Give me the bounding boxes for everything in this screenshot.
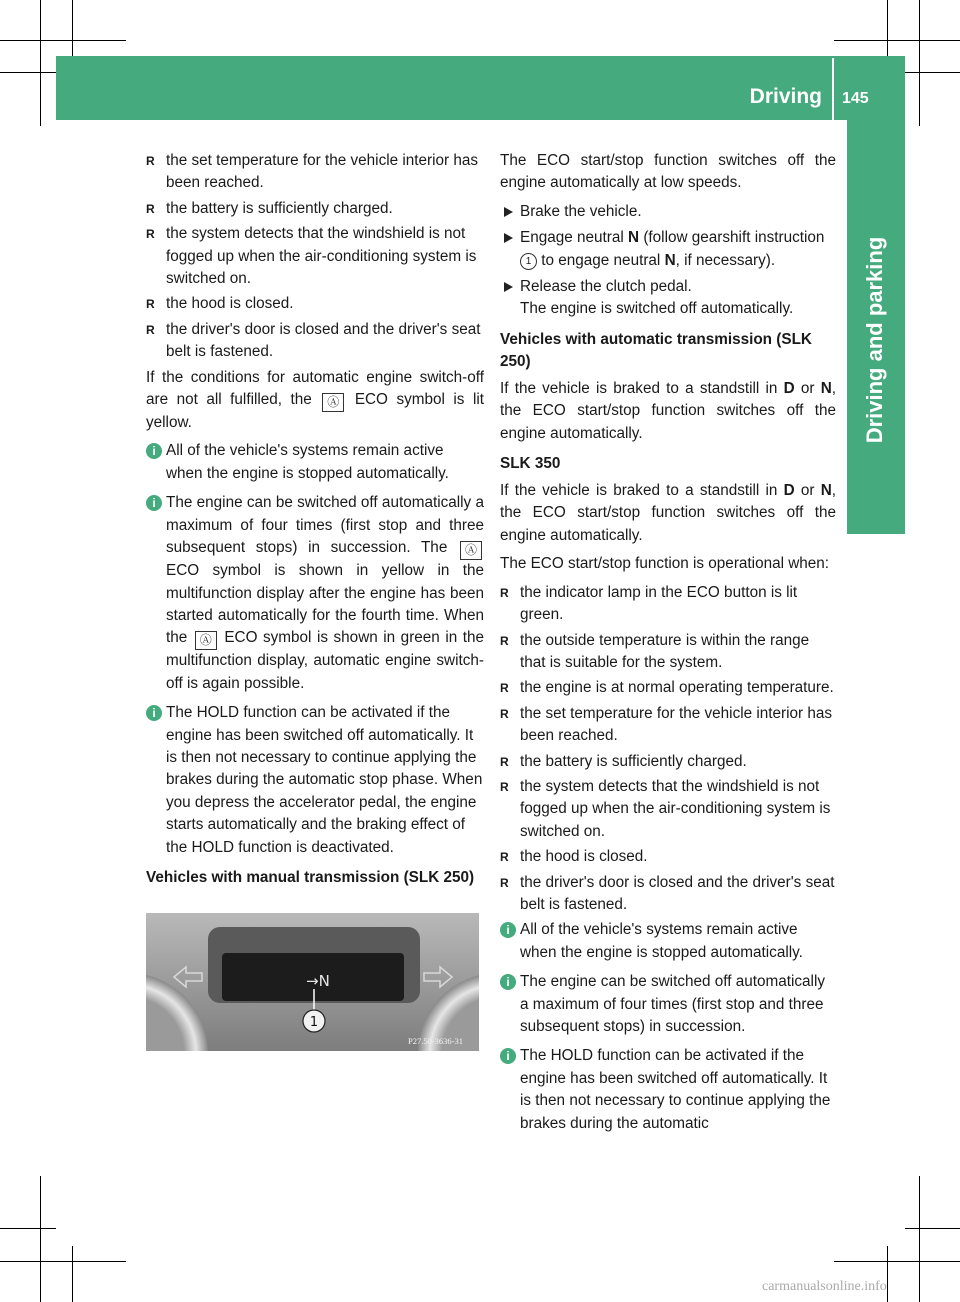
text: , if necessary).: [675, 251, 776, 269]
intro-paragraph: The ECO start/stop function switches off the engine automatically at low speeds.: [500, 152, 836, 192]
slk350-paragraph: [500, 480, 836, 547]
operational-paragraph: The ECO start/stop function is operational when:: [500, 555, 830, 573]
text: to engage neutral: [541, 251, 661, 269]
bullet-item: R the indicator lamp in the ECO button is lit green.: [500, 582, 836, 627]
bullet-item: R the driver's door is closed and the driver's seat belt is fastened.: [500, 872, 836, 917]
crop-mark: [40, 0, 41, 126]
note-text: All of the vehicle's systems remain active when the engine is stopped automatically.: [166, 442, 449, 482]
eco-symbol-icon: Ⓐ: [195, 631, 217, 650]
instrument-cluster-figure: [146, 913, 479, 1051]
note-text: The HOLD function can be activated if the engine has been switched off automatically. It is then not necessary to continue applying the brakes during the automatic stop phase. When you depress the accelerator pedal, the engine starts automatically and the braking effect of the HOLD function is deactivated.: [166, 704, 483, 856]
text: ECO symbol is lit yellow.: [146, 391, 485, 432]
eco-symbol-icon: Ⓐ: [460, 541, 482, 560]
info-note: [146, 702, 484, 859]
info-note: [500, 1045, 836, 1135]
bullet-item: R the set temperature for the vehicle interior has been reached.: [146, 150, 484, 195]
text: (follow gearshift instruction: [643, 229, 825, 247]
step-item: [500, 276, 836, 321]
crop-mark: [40, 1176, 41, 1302]
text: Release the clutch pedal.: [520, 278, 692, 296]
bullet-item: R the hood is closed.: [146, 293, 484, 315]
conditions-paragraph: [146, 367, 484, 435]
crop-mark: [0, 1228, 56, 1229]
note-text: The HOLD function can be activated if the engine has been switched off automatically. It is then not necessary to continue applying the brakes during the automatic: [520, 1047, 831, 1132]
step-item: [500, 227, 836, 272]
info-icon: i: [146, 495, 162, 511]
info-note: [500, 919, 836, 964]
callout-ref-icon: 1: [520, 253, 537, 270]
info-icon: i: [500, 922, 516, 938]
gear-label: N: [820, 379, 832, 397]
info-icon: i: [146, 443, 162, 459]
info-icon: i: [500, 974, 516, 990]
callout-number: 1: [309, 1014, 319, 1030]
gear-label: N: [820, 482, 832, 500]
crop-mark: [919, 0, 920, 126]
left-column: [146, 150, 484, 1051]
section-heading: SLK 350: [500, 455, 561, 473]
text: or: [800, 379, 815, 397]
crop-mark: [834, 40, 960, 41]
note-text: ECO symbol is shown in yellow in the multifunction display after the engine has been started automatically for the fourth time. When the: [166, 562, 484, 647]
instrument-cluster-illustration: [146, 913, 479, 1051]
bullet-item: R the outside temperature is within the range that is suitable for the system.: [500, 630, 836, 675]
crop-mark: [0, 1261, 126, 1262]
bullet-item: R the driver's door is closed and the driver's seat belt is fastened.: [146, 319, 484, 364]
bullet-item: R the set temperature for the vehicle interior has been reached.: [500, 703, 836, 748]
text: , the ECO start/stop function switches off the engine automatically.: [500, 379, 837, 442]
bullet-item: R the hood is closed.: [500, 846, 836, 868]
bullet-item: R the battery is sufficiently charged.: [146, 198, 484, 220]
chapter-tab-label: Driving and parking: [862, 236, 887, 444]
info-note: [146, 440, 484, 485]
note-text: The engine can be switched off automatically a maximum of four times (first stop and three subsequent stops) in succession.: [520, 973, 825, 1035]
note-text: The engine can be switched off automatically a maximum of four times (first stop and three subsequent stops) in succession. The: [166, 494, 484, 557]
page-number: 145: [842, 90, 869, 107]
info-note: [500, 971, 836, 1038]
gear-label: N: [664, 251, 676, 269]
crop-mark: [72, 1246, 73, 1302]
right-column: [500, 150, 836, 1142]
text: or: [800, 482, 815, 500]
header-separator: [832, 58, 834, 120]
crop-mark: [919, 1176, 920, 1302]
crop-mark: [0, 40, 126, 41]
text: , the ECO start/stop function switches off the engine automatically.: [500, 482, 837, 544]
section-heading: Vehicles with manual transmission (SLK 250): [146, 868, 475, 886]
gear-label: D: [783, 379, 795, 397]
display-gear-text: →N: [306, 971, 330, 990]
note-text: All of the vehicle's systems remain active when the engine is stopped automatically.: [520, 921, 803, 961]
text: Engage neutral: [520, 229, 624, 247]
gear-label: D: [783, 482, 795, 500]
step-result: The engine is switched off automatically.: [520, 300, 794, 318]
text: If the conditions for automatic engine switch-off are not all fulfilled, the: [146, 368, 484, 409]
crop-mark: [905, 1228, 960, 1229]
bullet-item: R the system detects that the windshield is not fogged up when the air-conditioning system is switched on.: [500, 776, 836, 843]
crop-mark: [887, 1246, 888, 1302]
eco-symbol-icon: Ⓐ: [322, 393, 344, 412]
figure-code: P27.50-3636-31: [408, 1035, 464, 1046]
auto-paragraph: [500, 378, 836, 445]
step-item: Brake the vehicle.: [500, 201, 836, 223]
info-note: [146, 492, 484, 695]
info-icon: i: [146, 705, 162, 721]
crop-mark: [834, 1261, 960, 1262]
watermark: carmanualsonline.info: [762, 1279, 887, 1294]
crop-mark: [887, 0, 888, 56]
section-heading: Vehicles with automatic transmission (SLK 250): [500, 330, 812, 370]
gear-label: N: [628, 229, 640, 247]
text: If the vehicle is braked to a standstill in: [500, 379, 778, 397]
note-text: ECO symbol is shown in green in the multifunction display, automatic engine switch-off is again possible.: [166, 629, 485, 692]
info-icon: i: [500, 1048, 516, 1064]
section-title: Driving: [749, 85, 822, 108]
bullet-item: R the system detects that the windshield is not fogged up when the air-conditioning system is switched on.: [146, 223, 484, 290]
crop-mark: [72, 0, 73, 56]
bullet-item: R the battery is sufficiently charged.: [500, 751, 836, 773]
crop-mark: [905, 72, 960, 73]
crop-mark: [0, 72, 56, 73]
text: If the vehicle is braked to a standstill in: [500, 482, 778, 500]
bullet-item: R the engine is at normal operating temperature.: [500, 677, 836, 699]
